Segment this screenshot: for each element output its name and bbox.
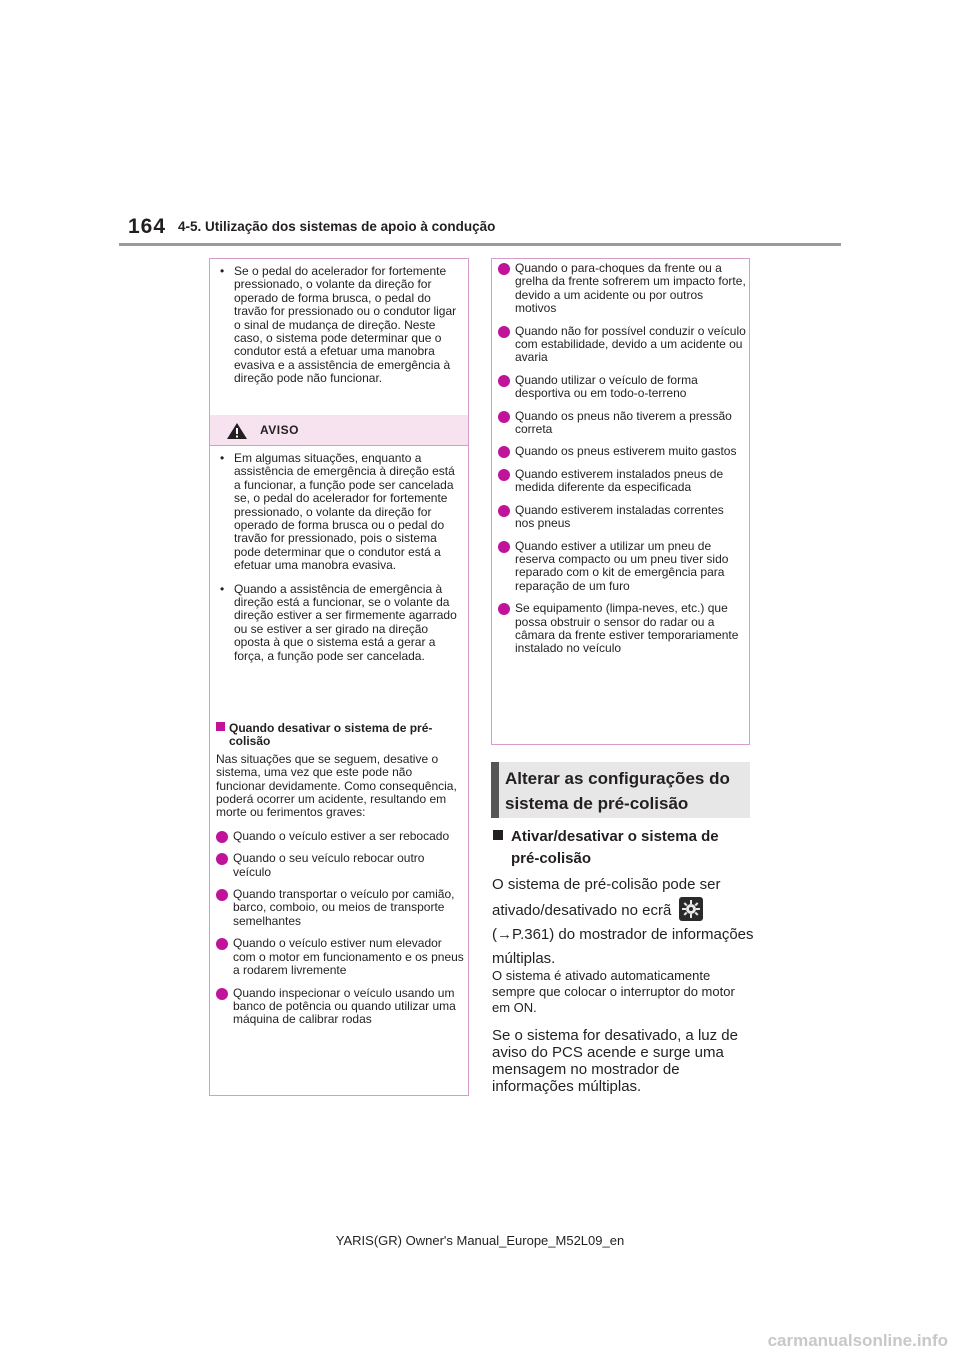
circle-bullet-icon: [216, 938, 228, 950]
list-item-text: Quando o para-choques da frente ou a grelha da frente sofrerem um impacto forte, devido a um acidente ou por outros motivos: [515, 261, 746, 316]
circle-bullet-icon: [216, 988, 228, 1000]
circle-bullet-icon: [216, 853, 228, 865]
warning-divider: [210, 445, 468, 446]
toggle-heading-line1: Ativar/desativar o sistema de: [511, 828, 719, 845]
list-item: [498, 504, 746, 531]
circle-bullet-icon: [498, 505, 510, 517]
bullet-dot-icon: •: [220, 451, 225, 465]
list-item-text: Quando estiverem instalados pneus de medida diferente da especificada: [515, 466, 724, 495]
list-item-text: Quando utilizar o veículo de forma desportiva ou em todo-o-terreno: [515, 372, 698, 401]
list-item-text: Quando os pneus estiverem muito gastos: [515, 444, 737, 459]
body-paragraph-2: Se o sistema for desativado, a luz de aviso do PCS acende e surge uma mensagem no mostrador de informações múltiplas.: [492, 1027, 738, 1095]
list-item-text: Quando transportar o veículo por camião, barco, comboio, ou meios de transporte semelhantes: [233, 887, 455, 928]
circle-bullet-icon: [216, 831, 228, 843]
config-title: Alterar as configurações do sistema de pré-colisão: [505, 769, 730, 813]
list-item-text: Quando o seu veículo rebocar outro veículo: [233, 851, 425, 879]
body-text-after-icon: (→P.361) do mostrador de informações múltiplas.: [492, 926, 754, 967]
list-item: [216, 987, 464, 1027]
list-item-text: Quando os pneus não tiverem a pressão correta: [515, 408, 732, 437]
square-bullet-icon: [216, 722, 225, 731]
list-item: [498, 468, 746, 495]
list-item-text: Quando estiverem instaladas correntes nos pneus: [515, 502, 724, 531]
circle-bullet-icon: [498, 326, 510, 338]
circle-bullet-icon: [498, 411, 510, 423]
bullet-item: [220, 265, 460, 386]
toggle-heading-line2: pré-colisão: [511, 850, 592, 867]
caution-box-left: [209, 258, 469, 1096]
body-note: O sistema é ativado automaticamente sempre que colocar o interruptor do motor em ON.: [492, 968, 735, 1015]
circle-bullet-icon: [498, 541, 510, 553]
bullet-dot-icon: •: [220, 581, 225, 596]
circle-bullet-icon: [498, 446, 510, 458]
warning-triangle-icon: [226, 422, 248, 440]
bullet-item: [220, 452, 460, 573]
disable-section: [216, 722, 464, 1034]
list-item: [216, 852, 464, 879]
list-item: [498, 325, 746, 365]
bullet-text: Se o pedal do acelerador for fortemente pressionado, o volante da direção for operado de forma brusca, o pedal do travão for pressionado ou o condutor ligar o sinal de mudança de direção. Neste caso, o sistema pode determinar que o condutor está a efetuar uma manobra evasiva e a assistência de emergência à direção pode não funcionar.: [234, 264, 457, 386]
list-item: [498, 374, 746, 401]
body-text-before-icon: O sistema de pré-colisão pode ser ativado/desativado no ecrã: [492, 876, 721, 919]
bullet-text: Em algumas situações, enquanto a assistência de emergência à direção está a funcionar, a função pode ser cancelada se, o pedal do acelerador for fortemente pressionado, o volante da direção for operado de forma brusca ou o pedal do travão for pressionado, pois o sistema pode determinar que o condutor está a efetuar uma manobra evasiva.: [234, 451, 455, 573]
warning-bullets: [220, 452, 460, 670]
list-item-text: Quando não for possível conduzir o veículo com estabilidade, devido a um acidente ou avaria: [515, 323, 746, 365]
header-rule: [119, 243, 841, 246]
disable-list: [216, 830, 464, 1027]
page-number: 164: [128, 215, 167, 238]
watermark: carmanualsonline.info: [767, 1331, 948, 1350]
bullet-item: [220, 583, 460, 663]
circle-bullet-icon: [216, 889, 228, 901]
heading-accent-bar: [491, 762, 499, 818]
list-item-text: Se equipamento (limpa-neves, etc.) que possa obstruir o sensor do radar ou a câmara da frente estiver temporariamente instalado no veículo: [515, 601, 739, 656]
circle-bullet-icon: [498, 603, 510, 615]
list-item-text: Quando o veículo estiver a ser rebocado: [233, 828, 450, 843]
body-paragraph: [492, 873, 754, 971]
list-item: [216, 888, 464, 928]
disable-heading: [216, 722, 464, 749]
list-item: [498, 602, 746, 656]
list-item: [498, 262, 746, 316]
right-list: [498, 262, 746, 663]
gear-icon: [679, 897, 703, 921]
list-item: [216, 830, 464, 843]
circle-bullet-icon: [498, 375, 510, 387]
section-title: 4-5. Utilização dos sistemas de apoio à condução: [178, 219, 496, 234]
list-item: [498, 540, 746, 594]
warning-header: [210, 415, 468, 445]
square-bullet-icon: [493, 830, 503, 840]
circle-bullet-icon: [498, 263, 510, 275]
list-item: [498, 445, 746, 458]
circle-bullet-icon: [498, 469, 510, 481]
list-item-text: Quando estiver a utilizar um pneu de reserva compacto ou um pneu tiver sido reparado com o kit de emergência para reparação de um furo: [515, 538, 729, 593]
disable-heading-text: Quando desativar o sistema de pré-colisão: [229, 721, 433, 749]
bullet-dot-icon: •: [220, 264, 225, 278]
list-item: [216, 937, 464, 977]
caution-box-right: [491, 258, 750, 745]
list-item-text: Quando inspecionar o veículo usando um banco de potência ou quando utilizar uma máquina de calibrar rodas: [233, 985, 456, 1027]
list-item: [498, 410, 746, 437]
bullet-text: Quando a assistência de emergência à direção está a funcionar, se o volante da direção estiver a ser firmemente agarrado ou se estiver a ser girado na direção oposta à que o sistema está a gerar a força, a função pode ser cancelada.: [234, 581, 457, 663]
toggle-heading: [491, 826, 751, 870]
list-item-text: Quando o veículo estiver num elevador com o motor em funcionamento e os pneus a rodarem livremente: [233, 936, 464, 978]
warning-label: AVISO: [260, 423, 299, 437]
left-top-text: [220, 265, 460, 393]
config-heading-band: [491, 762, 750, 818]
footer-text: YARIS(GR) Owner's Manual_Europe_M52L09_en: [335, 1233, 625, 1248]
disable-intro: Nas situações que se seguem, desative o sistema, uma vez que este pode não funcionar devidamente. Como consequência, poderá ocorrer um acidente, resultando em morte ou ferimentos graves:: [216, 751, 457, 820]
